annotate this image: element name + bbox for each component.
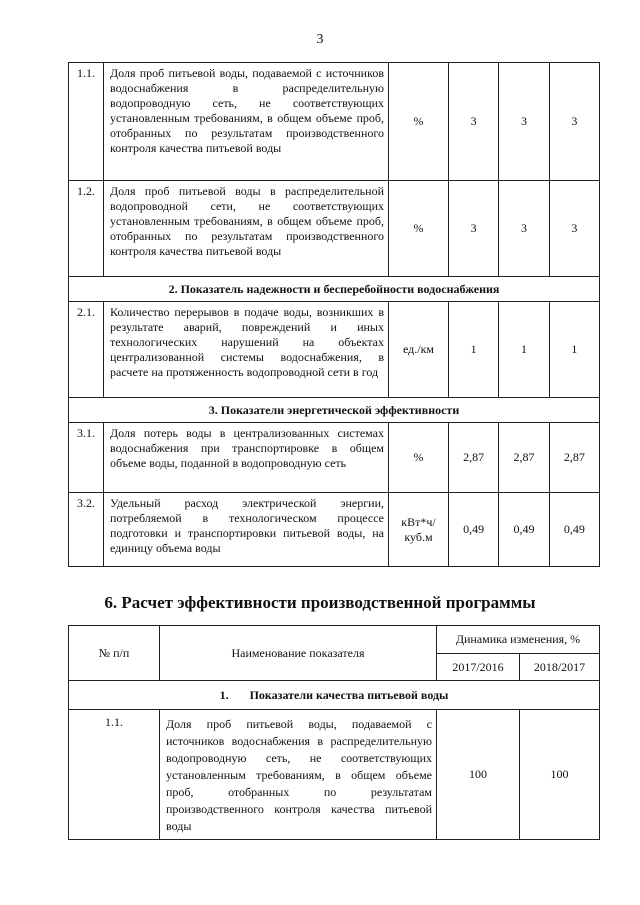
table-row bbox=[69, 423, 600, 493]
row-unit: % bbox=[389, 423, 449, 493]
section-row bbox=[69, 277, 600, 302]
row-number: 3.1. bbox=[69, 423, 104, 493]
row-description: Доля проб питьевой воды в распределительной водопроводной сети, не соответствующих установленным требованиям, в общем объеме проб, отобранных по результатам производственного контроля качества питьевой воды bbox=[104, 181, 389, 277]
row-value-3: 0,49 bbox=[549, 493, 599, 567]
table-row bbox=[69, 63, 600, 181]
row-value-1: 100 bbox=[437, 710, 520, 840]
section-number: 1. bbox=[219, 687, 229, 702]
row-value-3: 2,87 bbox=[549, 423, 599, 493]
row-value-3: 1 bbox=[549, 302, 599, 398]
row-value-1: 2,87 bbox=[449, 423, 499, 493]
row-value-2: 2,87 bbox=[499, 423, 549, 493]
row-value-1: 3 bbox=[449, 63, 499, 181]
section-heading bbox=[69, 681, 600, 710]
row-value-2: 0,49 bbox=[499, 493, 549, 567]
row-unit: ед./км bbox=[389, 302, 449, 398]
row-unit: % bbox=[389, 63, 449, 181]
row-number: 1.2. bbox=[69, 181, 104, 277]
table-row bbox=[69, 710, 600, 840]
table-row bbox=[69, 302, 600, 398]
page-number: 3 bbox=[316, 32, 324, 47]
row-description: Доля проб питьевой воды, подаваемой с источников водоснабжения в распределительную водопроводную сеть, не соответствующих установленным требованиям, в общем объеме проб, отобранных по результатам производственного контроля качества питьевой воды bbox=[104, 63, 389, 181]
row-description: Доля потерь воды в централизованных системах водоснабжения при транспортировке в общем объеме воды, поданной в водопроводную сеть bbox=[104, 423, 389, 493]
section-row bbox=[69, 398, 600, 423]
row-description: Количество перерывов в подаче воды, возникших в результате аварий, повреждений и иных технологических нарушений на объектах централизованной системы водоснабжения, в расчете на протяженность водопроводной сети в год bbox=[104, 302, 389, 398]
row-value-2: 100 bbox=[520, 710, 600, 840]
col-dynamics-header: Динамика изменения, % bbox=[437, 626, 600, 654]
row-description: Удельный расход электрической энергии, потребляемой в технологическом процессе подготовки и транспортировки питьевой воды, на единицу объема воды bbox=[104, 493, 389, 567]
row-value-3: 3 bbox=[549, 181, 599, 277]
row-value-1: 0,49 bbox=[449, 493, 499, 567]
col-name-header: Наименование показателя bbox=[160, 626, 437, 681]
year-header-2: 2018/2017 bbox=[520, 654, 600, 681]
row-value-1: 1 bbox=[449, 302, 499, 398]
section-heading: 2. Показатель надежности и бесперебойности водоснабжения bbox=[69, 277, 600, 302]
section-heading: 3. Показатели энергетической эффективности bbox=[69, 398, 600, 423]
row-value-2: 1 bbox=[499, 302, 549, 398]
row-value-2: 3 bbox=[499, 63, 549, 181]
row-number: 2.1. bbox=[69, 302, 104, 398]
header-row bbox=[69, 626, 600, 654]
year-header-1: 2017/2016 bbox=[437, 654, 520, 681]
table-row bbox=[69, 181, 600, 277]
col-number-header: № п/п bbox=[69, 626, 160, 681]
row-value-3: 3 bbox=[549, 63, 599, 181]
row-number: 1.1. bbox=[69, 710, 160, 840]
efficiency-table bbox=[68, 625, 600, 840]
table-row bbox=[69, 493, 600, 567]
row-value-2: 3 bbox=[499, 181, 549, 277]
row-unit: % bbox=[389, 181, 449, 277]
section-name: Показатели качества питьевой воды bbox=[249, 687, 449, 702]
section-row bbox=[69, 681, 600, 710]
row-value-1: 3 bbox=[449, 181, 499, 277]
section-title: 6. Расчет эффективности производственной программы bbox=[104, 593, 536, 612]
row-number: 3.2. bbox=[69, 493, 104, 567]
indicators-table bbox=[68, 62, 600, 567]
row-description: Доля проб питьевой воды, подаваемой с источников водоснабжения в распределительную водопроводную сеть, не соответствующих установленным требованиям, в общем объеме проб, отобранных по результатам производственного контроля качества питьевой воды bbox=[160, 710, 437, 840]
row-number: 1.1. bbox=[69, 63, 104, 181]
row-unit: кВт*ч/ куб.м bbox=[389, 493, 449, 567]
